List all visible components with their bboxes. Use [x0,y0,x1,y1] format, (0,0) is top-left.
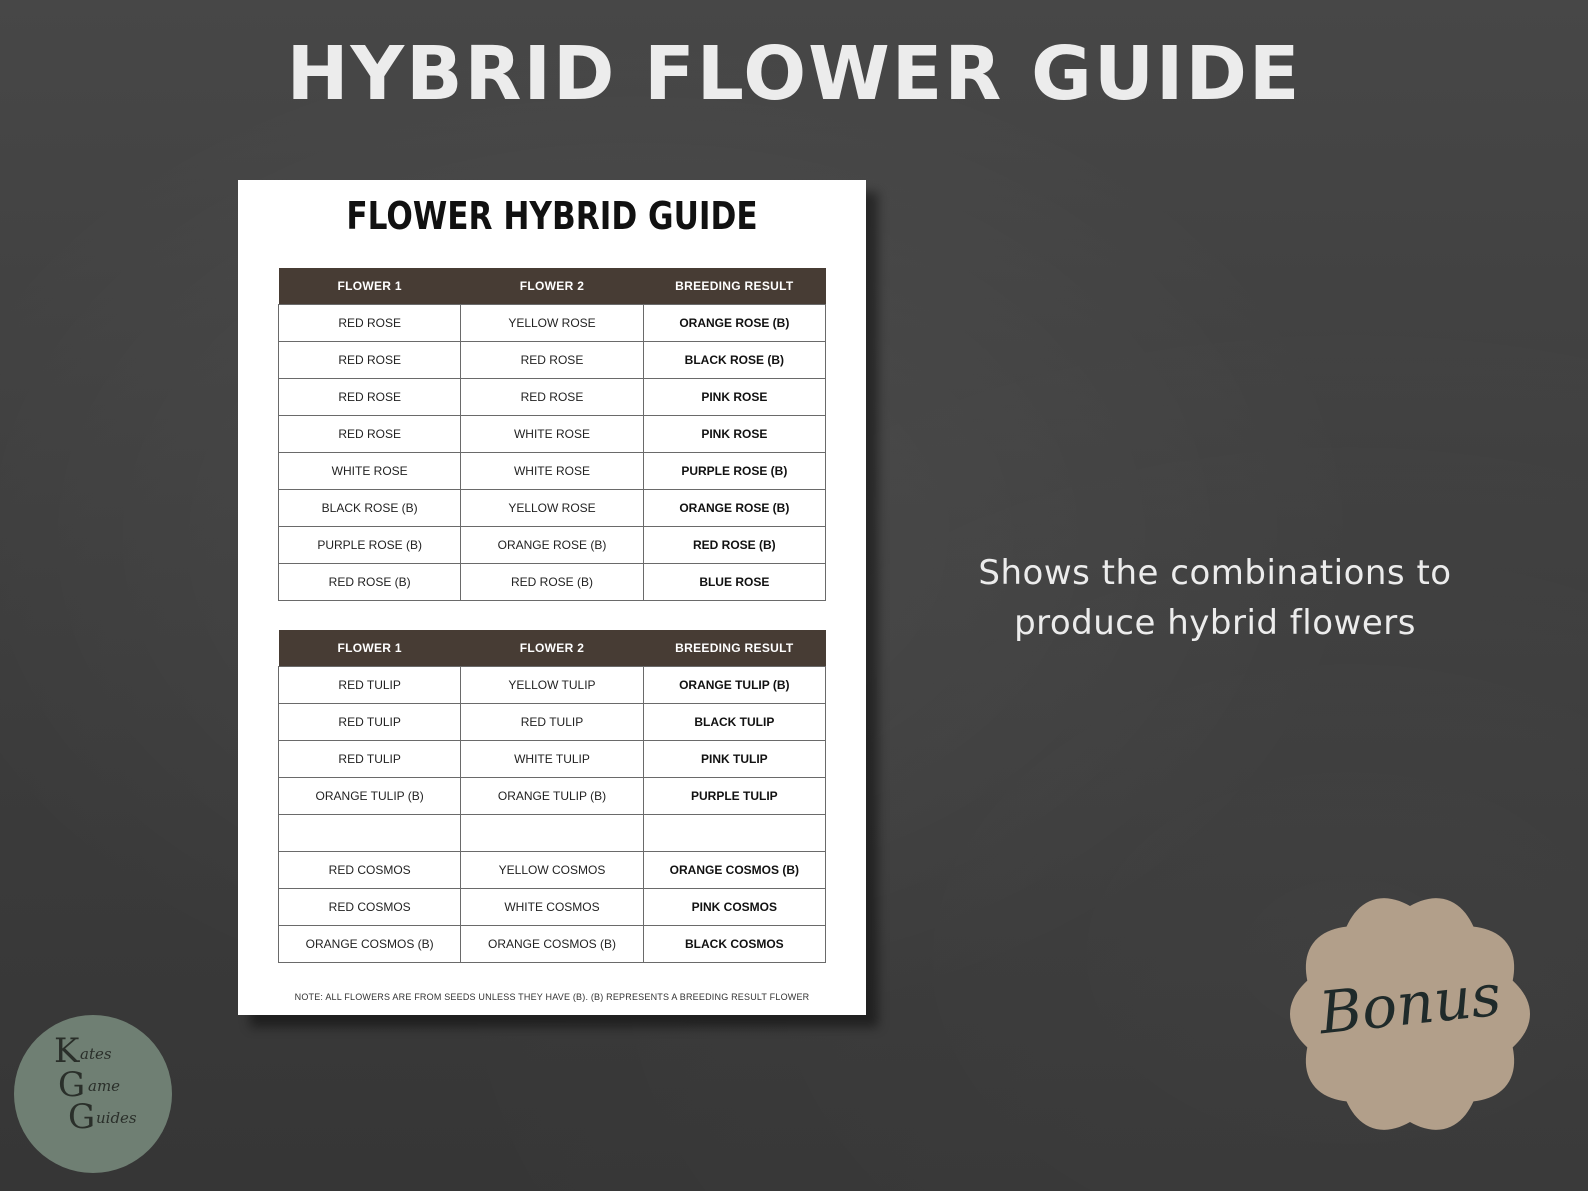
breeding-result-cell: PINK TULIP [643,741,825,778]
breeding-result-cell: ORANGE ROSE (B) [643,305,825,342]
logo-word-ame: ame [88,1077,121,1095]
main-title: HYBRID FLOWER GUIDE [286,31,1302,117]
tulip-cosmos-table-body [279,667,826,963]
breeding-result-cell: BLACK COSMOS [643,926,825,963]
breeding-result-cell: ORANGE ROSE (B) [643,490,825,527]
flower-2-cell: ORANGE ROSE (B) [461,527,643,564]
table-row [279,416,826,453]
flower-2-cell: RED TULIP [461,704,643,741]
tulip-cosmos-table [278,630,826,963]
bonus-label: Bonus [1315,960,1505,1048]
flower-2-cell: RED ROSE (B) [461,564,643,601]
logo-word-ates: ates [80,1045,112,1063]
tagline [950,548,1480,648]
flower-2-cell [461,815,643,852]
tagline-line-1: Shows the combinations to [978,553,1452,593]
breeding-result-cell: PURPLE TULIP [643,778,825,815]
table-row [279,453,826,490]
rose-table-body [279,305,826,601]
flower-1-cell: PURPLE ROSE (B) [279,527,461,564]
flower-1-cell: RED TULIP [279,704,461,741]
breeding-result-cell: PURPLE ROSE (B) [643,453,825,490]
flower-2-cell: RED ROSE [461,379,643,416]
flower-2-cell: YELLOW ROSE [461,305,643,342]
tagline-line-2: produce hybrid flowers [1014,603,1416,643]
flower-1-cell: BLACK ROSE (B) [279,490,461,527]
bonus-badge [1288,892,1532,1136]
breeding-result-cell: BLACK ROSE (B) [643,342,825,379]
table-row [279,926,826,963]
column-header-flower-2: FLOWER 2 [461,268,643,305]
logo-letter-k: K [54,1031,80,1071]
flower-2-cell: ORANGE TULIP (B) [461,778,643,815]
flower-2-cell: WHITE ROSE [461,453,643,490]
table-row [279,379,826,416]
flower-1-cell: ORANGE TULIP (B) [279,778,461,815]
breeding-result-cell: ORANGE TULIP (B) [643,667,825,704]
table-row [279,667,826,704]
table-row [279,305,826,342]
flower-1-cell: WHITE ROSE [279,453,461,490]
table-row [279,741,826,778]
table-header-row [279,630,826,667]
table-row [279,815,826,852]
column-header-flower-2: FLOWER 2 [461,630,643,667]
flower-1-cell: RED ROSE [279,416,461,453]
flower-1-cell: RED COSMOS [279,889,461,926]
flower-2-cell: WHITE COSMOS [461,889,643,926]
table-row [279,889,826,926]
flower-2-cell: RED ROSE [461,342,643,379]
breeding-result-cell: PINK COSMOS [643,889,825,926]
logo-letter-g-1: G [58,1065,86,1105]
rose-table [278,268,826,601]
flower-1-cell: RED ROSE (B) [279,564,461,601]
breeding-result-cell: PINK ROSE [643,416,825,453]
table-row [279,527,826,564]
sheet-title: FLOWER HYBRID GUIDE [346,194,758,238]
flower-1-cell: RED COSMOS [279,852,461,889]
table-row [279,852,826,889]
table-row [279,704,826,741]
flower-1-cell [279,815,461,852]
flower-1-cell: RED TULIP [279,741,461,778]
flower-1-cell: RED ROSE [279,342,461,379]
breeding-result-cell: BLUE ROSE [643,564,825,601]
flower-1-cell: RED TULIP [279,667,461,704]
flower-1-cell: ORANGE COSMOS (B) [279,926,461,963]
column-header-breeding-result: BREEDING RESULT [643,630,825,667]
column-header-flower-1: FLOWER 1 [279,268,461,305]
brand-logo [14,1015,172,1173]
flower-1-cell: RED ROSE [279,305,461,342]
footnote: NOTE: ALL FLOWERS ARE FROM SEEDS UNLESS THEY HAVE (B). (B) REPRESENTS A BREEDING RESULT FLOWER [294,992,810,1002]
flower-2-cell: ORANGE COSMOS (B) [461,926,643,963]
flower-2-cell: WHITE TULIP [461,741,643,778]
flower-2-cell: YELLOW COSMOS [461,852,643,889]
logo-word-uides: uides [96,1109,137,1127]
table-row [279,564,826,601]
table-row [279,490,826,527]
flower-1-cell: RED ROSE [279,379,461,416]
guide-sheet [238,180,866,1015]
table-row [279,342,826,379]
breeding-result-cell [643,815,825,852]
logo-letter-g-2: G [68,1097,96,1137]
column-header-breeding-result: BREEDING RESULT [643,268,825,305]
flower-2-cell: WHITE ROSE [461,416,643,453]
breeding-result-cell: RED ROSE (B) [643,527,825,564]
breeding-result-cell: PINK ROSE [643,379,825,416]
flower-2-cell: YELLOW TULIP [461,667,643,704]
breeding-result-cell: BLACK TULIP [643,704,825,741]
table-header-row [279,268,826,305]
flower-2-cell: YELLOW ROSE [461,490,643,527]
column-header-flower-1: FLOWER 1 [279,630,461,667]
table-row [279,778,826,815]
breeding-result-cell: ORANGE COSMOS (B) [643,852,825,889]
